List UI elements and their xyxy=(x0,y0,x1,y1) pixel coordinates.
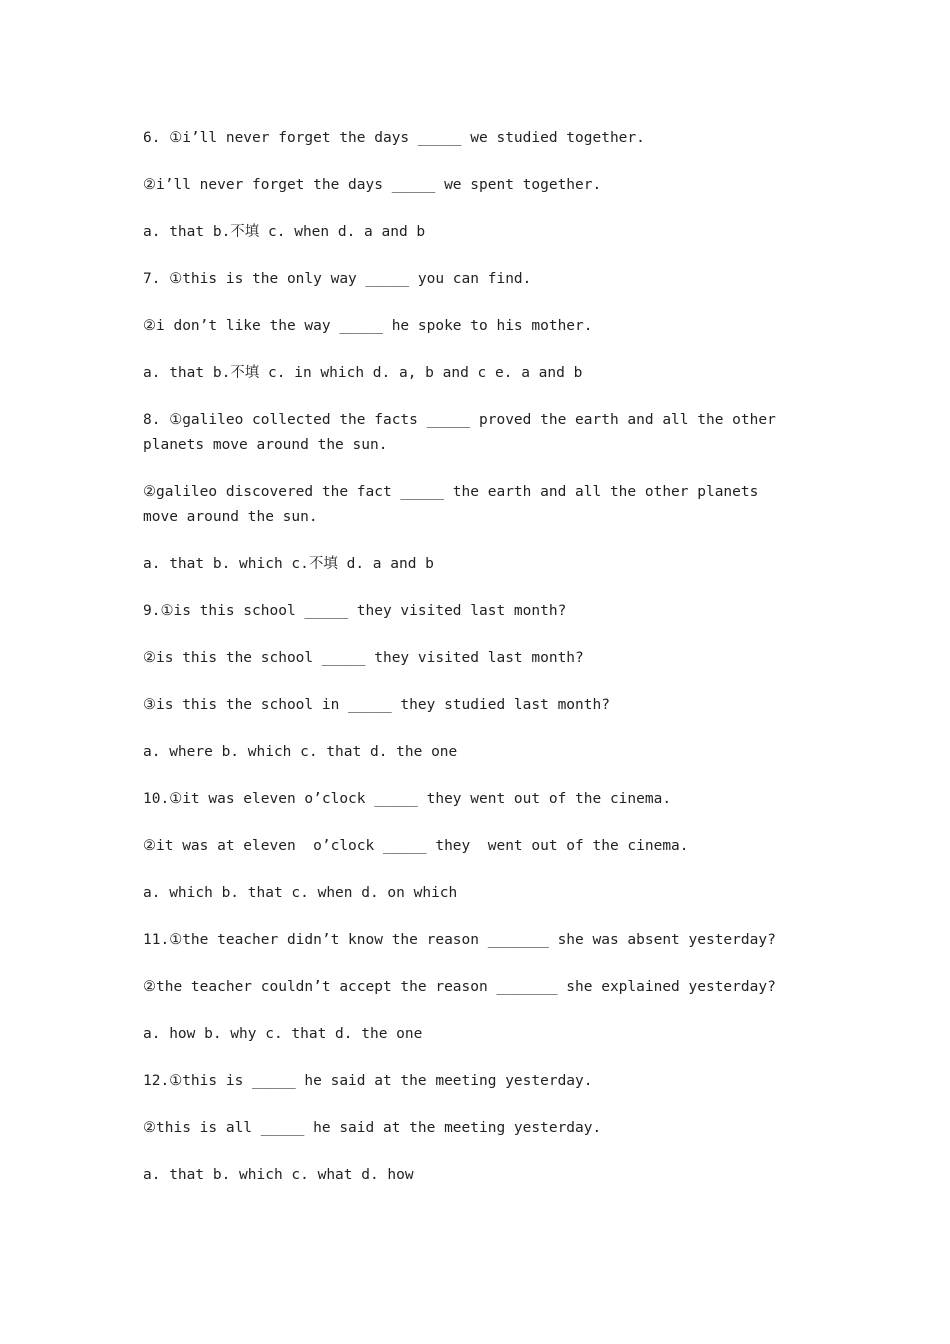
q6-options: a. that b.不填 c. when d. a and b xyxy=(143,224,426,240)
q11-sentence-2: ②the teacher couldn’t accept the reason _______ she explained yesterday? xyxy=(143,979,776,995)
q10-options: a. which b. that c. when d. on which xyxy=(143,885,458,901)
q11-options: a. how b. why c. that d. the one xyxy=(143,1026,423,1042)
q8-sentence-1: 8. ①galileo collected the facts _____ proved the earth and all the other planets move around the sun. xyxy=(143,412,785,453)
q7-sentence-2: ②i don’t like the way _____ he spoke to his mother. xyxy=(143,318,593,334)
q9-sentence-1: 9.①is this school _____ they visited last month? xyxy=(143,603,567,619)
q6-sentence-1: 6. ①i’ll never forget the days _____ we studied together. xyxy=(143,130,645,146)
q8-sentence-2: ②galileo discovered the fact _____ the earth and all the other planets move around the sun. xyxy=(143,484,768,525)
q12-options: a. that b. which c. what d. how xyxy=(143,1167,414,1183)
q12-sentence-1: 12.①this is _____ he said at the meeting yesterday. xyxy=(143,1073,593,1089)
q8-options: a. that b. which c.不填 d. a and b xyxy=(143,556,434,572)
q7-sentence-1: 7. ①this is the only way _____ you can find. xyxy=(143,271,532,287)
q12-sentence-2: ②this is all _____ he said at the meeting yesterday. xyxy=(143,1120,602,1136)
q9-sentence-2: ②is this the school _____ they visited last month? xyxy=(143,650,584,666)
q10-sentence-2: ②it was at eleven o’clock _____ they went out of the cinema. xyxy=(143,838,689,854)
q11-sentence-1: 11.①the teacher didn’t know the reason _______ she was absent yesterday? xyxy=(143,932,776,948)
q9-options: a. where b. which c. that d. the one xyxy=(143,744,458,760)
q6-sentence-2: ②i’ll never forget the days _____ we spent together. xyxy=(143,177,602,193)
q7-options: a. that b.不填 c. in which d. a, b and c e. a and b xyxy=(143,365,583,381)
exercise-content xyxy=(143,126,793,1210)
q9-sentence-3: ③is this the school in _____ they studied last month? xyxy=(143,697,610,713)
q10-sentence-1: 10.①it was eleven o’clock _____ they went out of the cinema. xyxy=(143,791,672,807)
